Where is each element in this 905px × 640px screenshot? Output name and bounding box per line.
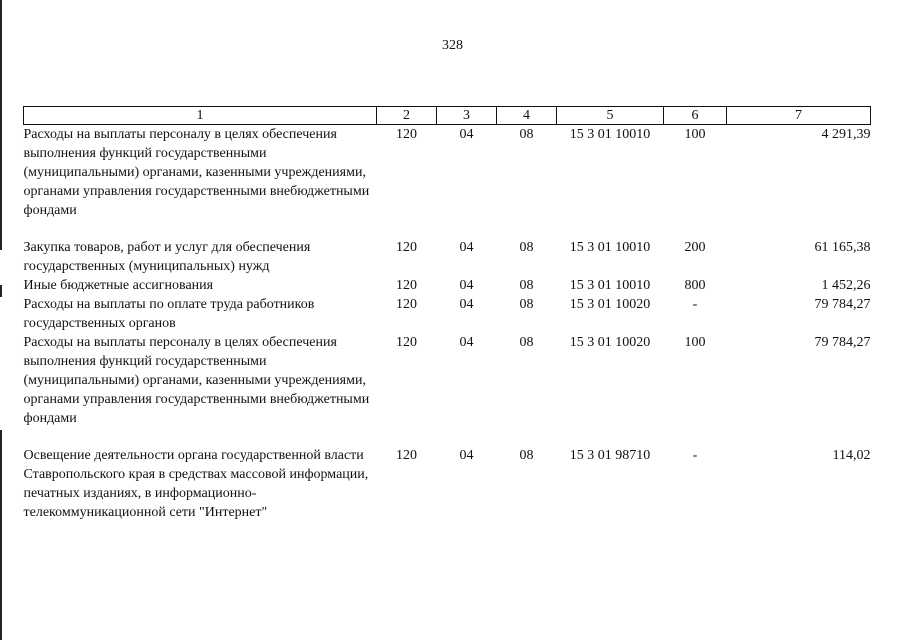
amount: 4 291,39 [821, 127, 871, 142]
table-row [24, 238, 871, 276]
spacer-row [24, 428, 871, 446]
section-code: 04 [459, 240, 474, 255]
subsection-code: 08 [519, 127, 534, 142]
column-header: 4 [497, 107, 557, 125]
expense-name: Расходы на выплаты персоналу в целях обеспечения выполнения функций государственными (муниципальными) органами, казенными учреждениями, органами управления государственными внебюджетными фондами [23, 335, 370, 426]
section-code: 04 [459, 127, 474, 142]
target-article-code: 15 3 01 10020 [569, 297, 651, 312]
ministry-code: 120 [396, 127, 417, 142]
expense-type-code: - [692, 297, 698, 312]
subsection-code: 08 [519, 448, 534, 463]
amount: 114,02 [832, 448, 871, 463]
amount: 79 784,27 [814, 297, 871, 312]
column-header: 6 [664, 107, 727, 125]
target-article-code: 15 3 01 10010 [569, 278, 651, 293]
ministry-code: 120 [396, 297, 417, 312]
budget-table [23, 106, 871, 522]
expense-name: Закупка товаров, работ и услуг для обеспечения государственных (муниципальных) нужд [23, 240, 311, 274]
target-article-code: 15 3 01 10020 [569, 335, 651, 350]
expense-type-code: 100 [684, 335, 706, 350]
table-row [24, 446, 871, 522]
expense-type-code: 100 [684, 127, 706, 142]
target-article-code: 15 3 01 98710 [569, 448, 651, 463]
ministry-code: 120 [396, 335, 417, 350]
spacer-row [24, 220, 871, 238]
amount: 79 784,27 [814, 335, 871, 350]
ministry-code: 120 [396, 240, 417, 255]
table-row [24, 125, 871, 221]
subsection-code: 08 [519, 335, 534, 350]
expense-type-code: - [692, 448, 698, 463]
amount: 1 452,26 [821, 278, 871, 293]
target-article-code: 15 3 01 10010 [569, 127, 651, 142]
expense-name: Расходы на выплаты персоналу в целях обеспечения выполнения функций государственными (муниципальными) органами, казенными учреждениями, органами управления государственными внебюджетными фондами [23, 127, 370, 218]
expense-type-code: 200 [684, 240, 706, 255]
column-header: 5 [557, 107, 664, 125]
expense-name: Освещение деятельности органа государственной власти Ставропольского края в средствах массовой информации, печатных изданиях, в информационно-телекоммуникационной сети "Интернет" [23, 448, 369, 520]
column-header: 2 [377, 107, 437, 125]
table-row [24, 333, 871, 428]
ministry-code: 120 [396, 278, 417, 293]
subsection-code: 08 [519, 278, 534, 293]
scan-edge-line [0, 430, 2, 640]
page-number: 328 [442, 38, 463, 53]
subsection-code: 08 [519, 240, 534, 255]
column-header: 7 [727, 107, 871, 125]
column-header: 3 [437, 107, 497, 125]
section-code: 04 [459, 297, 474, 312]
section-code: 04 [459, 448, 474, 463]
header-row [24, 107, 871, 125]
expense-name: Расходы на выплаты по оплате труда работников государственных органов [23, 297, 315, 331]
subsection-code: 08 [519, 297, 534, 312]
scan-edge-line [0, 285, 2, 297]
table-row [24, 276, 871, 295]
expense-name: Иные бюджетные ассигнования [23, 278, 214, 293]
column-header: 1 [24, 107, 377, 125]
expense-type-code: 800 [684, 278, 706, 293]
section-code: 04 [459, 278, 474, 293]
target-article-code: 15 3 01 10010 [569, 240, 651, 255]
section-code: 04 [459, 335, 474, 350]
table-row [24, 295, 871, 333]
amount: 61 165,38 [814, 240, 871, 255]
ministry-code: 120 [396, 448, 417, 463]
